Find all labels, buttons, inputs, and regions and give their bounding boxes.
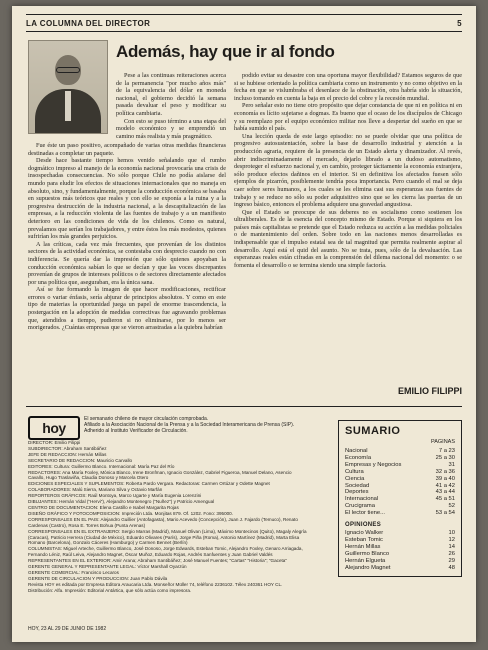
masthead-note-line: Afiliado a la Asociación Nacional de la Prensa y a la Sociedad Interamericana de Prensa (SIP). [84,422,295,428]
sumario-row [345,476,455,483]
credit-line: Revista HOY es editada por Empresa Editora Araucaria Ltda. Monseñor Müller 74, teléfono 2236102. Télex 240361 HOY CL. [28,581,283,587]
author-signature: EMILIO FILIPPI [397,386,462,396]
sumario-section-pages: 7 a 23 [438,448,455,454]
credit-line: Romano (Barcelona), Gonzalo Cáceres (Hamburgo) y Carmen Bennet (Berlín) [28,540,188,546]
sumario-section-pages: 31 [448,461,455,468]
opiniones-row [345,565,455,572]
opinion-author: Ignacio Walker [345,530,384,537]
photo-glasses-shape [56,67,80,73]
article-paragraph: podido evitar su desastre con una oportuna mayor flexibilidad? Estamos seguros de que si se hubiese orientado la política cambiaria como un instrumento y no como objetivo en la fecha en que se vislumbraba el desenlace de la obstinación, otra habría sido la situación, incluso tomando en cuenta la baja en el precio del cobre y la recesión mundial. [234,72,462,102]
credit-line: DIRECTOR: Emilio Filippi [28,440,81,445]
article-paragraph: Desde hace bastante tiempo hemos venido señalando que el rumbo dogmático impreso al manejo de la economía nacional provocaría una crisis de insospechadas consecuencias. No sólo porque Chile no podía aislarse del mundo para eludir los efectos de situaciones internacionales que no maneja en absoluto, sino, y fundamentalmente, porque la conducción económica se basaba en supuestos más teóricos que reales y con ello se exponía a la ruina y a la progresiva destrucción de la industria nacional, a la descapitalización de las empresas, a la reducción violenta de las fuentes de trabajo y a un manifiesto deterioro en las condiciones de vida de los chilenos. Como es natural, prevalamos que serían los trabajadores, y entre éstos los más modestos, quienes sufrirían los más grandes perjuicios. [28,157,226,241]
article-column-1b [28,142,226,332]
sumario-section-name: Cultura [345,468,364,475]
sumario-row [345,483,455,490]
sumario-title: SUMARIO [345,425,401,437]
article-title: Además, hay que ir al fondo [116,42,335,61]
masthead-note-line: El semanario chileno de mayor circulación comprobada. [84,416,209,422]
opinion-author: Hernán Millas [345,543,381,550]
opiniones-row [345,530,455,537]
credit-line: REDACTORES: Ana María Foxley, Mónica Blanco, Irene Bronfman, Ignacio González, Gabriel Figueroa, Manuel Delano, Asencio [28,469,292,475]
section-divider [26,406,462,407]
credit-line: Cavallo, Hugo Traslaviña, Claudia Donoso y Marcela Otero [28,475,149,481]
credit-line: (Caracas), Patricio Herrera (Ciudad de México), Eduardo Olivares (París), Jorge Piña (Roma), Antonio Martínez (Madrid), Marta Elisa [28,534,300,540]
sumario-section-pages: 45 a 51 [435,496,455,503]
credit-line: SECRETARIO DE REDACCION: Mauricio Carvallo [28,457,133,463]
sumario-section-name: Internacional [345,496,379,503]
opiniones-row [345,537,455,544]
credit-line: DIBUJANTES: Hernán Vidal ("Hervi"), Alejandro Montenegro ("Nuñez") y Patricio Amengual [28,499,215,505]
hoy-logo: hoy [28,416,80,440]
article-paragraph: Fue éste un paso positivo, acompañado de varias otras medidas financieras destinadas a completar un paquete. [28,142,226,157]
magazine-page [12,6,476,642]
sumario-row [345,448,455,455]
credit-line: Fernando Léniz, Raúl Leiva, Alejandro Magnet, Óscar Muñoz, Eduardo Rojas, Andrés Sanfuentes y Juan Gabriel Valdés [28,552,273,558]
article-paragraph: Pese a las continuas reiteraciones acerca de la permanencia "por mucho años más" de la equivalencia del dólar en moneda nacional, el gobierno decidió la semana pasada devaluar el peso y modificar su política cambiaria. [116,72,226,117]
opinion-page: 29 [448,557,455,564]
masthead-note [84,416,324,434]
opinion-page: 10 [448,530,455,537]
credit-line: Distribución: Alfa. Impresión: Editorial Antártica, que sólo actúa como impresora. [28,587,192,593]
sumario-row [345,510,455,517]
opinion-page: 12 [448,536,455,543]
photo-tie-shape [65,91,71,121]
sumario-section-name: El lector tiene... [345,510,385,517]
page-number: 5 [457,18,462,28]
article-paragraph: Pero señalar esto no tiene otro propósito que dejar constancia de que ni en política ni en economía es lícito sujetarse a dogmas. Es bueno que el ocaso de los discípulos de Chicago y su reemplazo por el equipo económico militar nos lleve a despertar del sueño en que se había sumido el país. [234,102,462,133]
sumario-row [345,462,455,469]
sumario-row [345,455,455,462]
opinion-page: 48 [448,564,455,571]
sumario-pages-label: PAGINAS [430,439,455,445]
credit-line: CENTRO DE DOCUMENTACION: Elena Castillo e Isabel Margarita Rojas [28,504,179,510]
section-title: LA COLUMNA DEL DIRECTOR [26,18,151,28]
opiniones-row [345,558,455,565]
sumario-section-pages: 25 a 30 [435,454,455,461]
sumario-row [345,489,455,496]
sumario-section-pages: 32 a 36 [435,468,455,475]
article-paragraph: A las críticas, cada vez más frecuentes, que provenían de los distintos sectores de la actividad económica, se contestaba con desprecio cuando no con indiferencia. Se quería dar la impresión que sólo quienes apoyaban la conducción económica sabían lo que se decían y que las voces discrepantes provenían de grupos de intereses políticos o de sectores directamente afectados por una política que, aseguraban, era la única sana. [28,240,226,286]
article-paragraph: Una lección queda de este largo episodio: no se puede olvidar que una política de progresivo autosustentación, sobre la base de desarrollo industrial y atención a la producción agraria, requiere de la presencia de un Estado alerta y dinamizador. Al revés, abrir indiscriminadamente el mercado, dejarlo librado a un dudoso automatismo, desproteger el esfuerzo nacional y, en cambio, proteger tácitamente la economía extranjera, sólo produce efectos dañinos en el interior. Si en definitiva los afectados fuesen sólo ejemplos de pizarrón, posiblemente tendría poca importancia. Pero cuando el mal se deja caer sobre seres humanos, a los cuales se les elimina casi sus esperanzas sus fuentes de trabajo y se reduce no sólo su poder adquisitivo sino que se les cierra las puertas de un ingreso básico, entonces el problema adquiere una gravedad angustiosa. [234,132,462,209]
credit-line: EDITORES: Cultura: Guillermo Blanco. Internacional: María Paz del Río [28,463,175,469]
sumario-section-name: Economía [345,454,372,461]
credit-line: COLUMNISTAS: Miguel Arteche, Guillermo Blanco, José Donoso, Jorge Edwards, Esteban Tomic, Alejandro Foxley, Genaro Arriagada, [28,546,303,552]
section-header [26,14,462,32]
credit-line: CORRESPONSALES EN EL PAIS: Alejandro Guillier (Antofagasta), Mario Acevedo (Concepción), Juan J. Fajardo (Temuco), Renato [28,516,298,522]
opiniones-row [345,551,455,558]
sumario-row [345,496,455,503]
opinion-author: Alejandro Magnet [345,564,391,571]
sumario-section-name: Nacional [345,448,368,454]
sumario-section-pages: 41 a 42 [435,482,455,489]
credit-line: REPORTEROS GRÁFICOS: Raúl Montoya, Marco Ugarte y María Eugenia Lorenzini [28,493,202,499]
opinion-author: Guillermo Blanco [345,550,390,557]
opinion-author: Hernán Elgueta [345,557,386,564]
credit-line: GERENTE COMERCIAL: Francisco Lecaros [28,569,119,575]
sumario-section-name: Deportes [345,489,369,496]
credit-line: COLABORADORES: Malú Sierra, Mariano Silva y Octavio Marfán [28,487,163,493]
opinion-page: 26 [448,550,455,557]
sumario-section-name: Crucigrama [345,503,375,510]
article-paragraph: Así se fue formando la imagen de que hacer modificaciones, rectificar errores o variar énfasis, sería abjurar de principios absolutos. Y como en este tipo de materias la oportunidad juega un papel de enorme trascendencia, la postergación en la adopción de medidas correctivas fue agravando problemas que, atendidos a tiempo, pudieron si no eliminarse, por lo menos ser morigerados. ¿Cuántas empresas que se vieron arrastradas a la quiebra habrían [28,286,226,332]
sumario-section-pages: 53 a 54 [435,510,455,517]
credit-line: JEFE DE REDACCION: Hernán Millas [28,451,107,457]
sumario-section-name: Ciencia [345,475,365,482]
credit-line: GERENTE DE CIRCULACION Y PRODUCCION: Juan Pablo Dávila [28,575,168,581]
masthead-credits [28,440,326,594]
credit-line: EDICIONES ESPECIALES Y SUPLEMENTOS: Roberta Pardo Vergara. Redactoras: Carmen Ortúzar y Odette Magnet [28,481,270,487]
article-column-2 [234,72,462,269]
opinion-page: 14 [448,543,455,550]
sumario-row [345,503,455,510]
masthead-note-line: Adherido al Instituto Verificador de Circulación. [84,428,188,434]
opinion-author: Esteban Tomic [345,536,383,543]
credit-line: CORRESPONSALES EN EL EXTRANJERO: Sergio Marras (Madrid), Manuel Olivan (Lima), Máximo Montecinos (Quito), Magaly Alegría [28,528,307,534]
article-paragraph: Con esto se puso término a una etapa del modelo económico y se emprendió un camino más realista y más pragmático. [116,117,226,140]
credit-line: REPRESENTANTES EN EL EXTERIOR: Amir Arana; Abraham Santibáñez; José Manuel Fuentes; "Cartas" "Historia"; "Gaceta" [28,558,287,564]
sumario-section-pages: 43 a 44 [435,489,455,496]
sumario-section-name: Sociedad [345,482,370,489]
credit-line: DISEÑO GRÁFICO Y FOTOCOMPOSICION: Impreción Ltda. Monjitas 879. Of. 1202. Fono: 395000. [28,510,234,516]
author-photo [28,40,108,134]
sumario-section-pages: 52 [448,503,455,510]
sumario-row [345,469,455,476]
credit-line: SUBDIRECTOR: Abraham Santibáñez [28,445,107,451]
credit-line: Cardenas (Castro), Rosa E. Torres Bohua (Punta Arenas) [28,522,146,528]
article-paragraph: Que el Estado se preocupe de sus deberes no es socialismo como sostienen los ultraliberales. Es de la esencia del concepto mismo de Estado. Porque si siquiera en los países más capitalistas se pretende que el Estado reduzca su acción a las medidas policiales o de mantenimiento del orden. Sobre todo en las naciones menos desarrolladas es indispensable que el impulso estatal sea de tal magnitud que permita realmente aspirar al desarrollo. Aquí está el quid del asunto. No se trata, pues, sólo de la devaluación. Las esperanzas reales están cifradas en la comprensión del dilema nacional del momento: o se fomenta el desarrollo o se termina siendo una simple factoría. [234,208,462,269]
sumario-box [338,420,462,577]
sumario-section-name: Empresas y Negocios [345,461,402,468]
credit-line: GERENTE GENERAL Y REPRESENTANTE LEGAL: Víctor Marshall Oyarzún [28,564,187,570]
article-column-1a [116,72,226,140]
opiniones-row [345,544,455,551]
issue-date: HOY, 23 AL 29 DE JUNIO DE 1982 [28,626,107,632]
opiniones-title: OPINIONES [345,522,382,529]
sumario-section-pages: 39 a 40 [435,475,455,482]
